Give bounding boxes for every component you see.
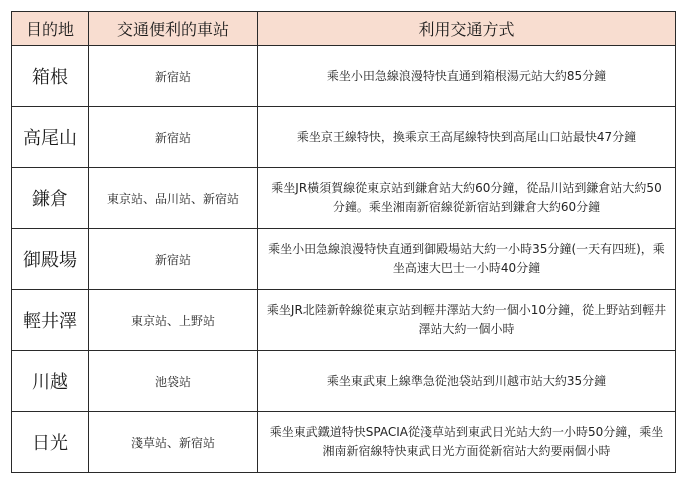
header-stations: 交通便利的車站 bbox=[89, 12, 258, 46]
table-row bbox=[12, 412, 676, 473]
destination-cell: 鎌倉 bbox=[12, 168, 89, 229]
table-row bbox=[12, 46, 676, 107]
destination-cell: 輕井澤 bbox=[12, 290, 89, 351]
destination-cell: 御殿場 bbox=[12, 229, 89, 290]
header-route: 利用交通方式 bbox=[258, 12, 676, 46]
route-cell: 乘坐東武鐵道特快SPACIA從淺草站到東武日光站大約一小時50分鐘，乘坐湘南新宿線特快東武日光方面從新宿站大約要兩個小時 bbox=[258, 412, 676, 473]
route-cell: 乘坐JR北陸新幹線從東京站到輕井澤站大約一個小10分鐘，從上野站到輕井澤站大約一個小時 bbox=[258, 290, 676, 351]
transport-table bbox=[11, 11, 676, 473]
route-cell: 乘坐小田急線浪漫特快直通到御殿場站大約一小時35分鐘(一天有四班)，乘坐高速大巴士一小時40分鐘 bbox=[258, 229, 676, 290]
stations-cell: 新宿站 bbox=[89, 46, 258, 107]
route-cell: 乘坐京王線特快，換乘京王高尾線特快到高尾山口站最快47分鐘 bbox=[258, 107, 676, 168]
header-destination: 目的地 bbox=[12, 12, 89, 46]
table-row bbox=[12, 351, 676, 412]
stations-cell: 新宿站 bbox=[89, 229, 258, 290]
destination-cell: 高尾山 bbox=[12, 107, 89, 168]
stations-cell: 新宿站 bbox=[89, 107, 258, 168]
destination-cell: 川越 bbox=[12, 351, 89, 412]
route-cell: 乘坐東武東上線準急從池袋站到川越市站大約35分鐘 bbox=[258, 351, 676, 412]
table-row bbox=[12, 168, 676, 229]
destination-cell: 箱根 bbox=[12, 46, 89, 107]
table-row bbox=[12, 229, 676, 290]
stations-cell: 池袋站 bbox=[89, 351, 258, 412]
table-row bbox=[12, 107, 676, 168]
table-row bbox=[12, 290, 676, 351]
stations-cell: 東京站、上野站 bbox=[89, 290, 258, 351]
table-header-row bbox=[12, 12, 676, 46]
destination-cell: 日光 bbox=[12, 412, 89, 473]
stations-cell: 淺草站、新宿站 bbox=[89, 412, 258, 473]
stations-cell: 東京站、品川站、新宿站 bbox=[89, 168, 258, 229]
route-cell: 乘坐JR橫須賀線從東京站到鎌倉站大約60分鐘，從品川站到鎌倉站大約50分鐘。乘坐湘南新宿線從新宿站到鎌倉大約60分鐘 bbox=[258, 168, 676, 229]
route-cell: 乘坐小田急線浪漫特快直通到箱根湯元站大約85分鐘 bbox=[258, 46, 676, 107]
